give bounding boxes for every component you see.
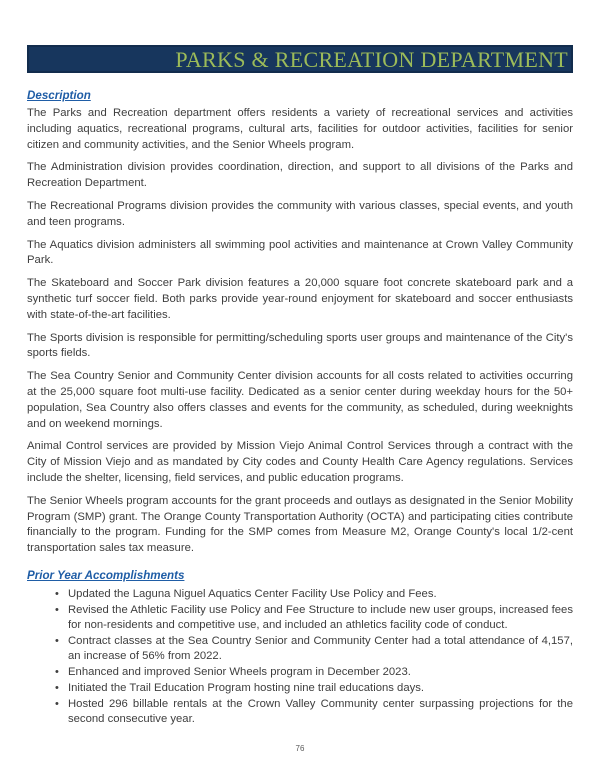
page-number: 76 <box>295 744 305 753</box>
accomplishment-item: • Enhanced and improved Senior Wheels program in December 2023. <box>55 665 573 680</box>
accomplishment-item: • Revised the Athletic Facility use Policy and Fee Structure to include new user groups, increased fees for non-residents and competitive use, and included an athletics facility code of conduct. <box>55 603 573 633</box>
description-paragraph: The Aquatics division administers all swimming pool activities and maintenance at Crown Valley Community Park. <box>27 238 573 267</box>
description-paragraph: The Administration division provides coordination, direction, and support to all divisions of the Parks and Recreation Department. <box>27 161 573 190</box>
accomplishment-item: • Updated the Laguna Niguel Aquatics Center Facility Use Policy and Fees. <box>55 587 573 602</box>
description-heading: Description <box>27 89 91 102</box>
description-paragraph: The Skateboard and Soccer Park division features a 20,000 square foot concrete skateboard park and a synthetic turf soccer field. Both parks provide year-round enjoyment for skateboard and soccer enthusiasts with state-of-the-art facilities. <box>27 277 573 321</box>
accomplishment-item: • Initiated the Trail Education Program hosting nine trail educations days. <box>55 681 573 696</box>
accomplishment-item: • Contract classes at the Sea Country Senior and Community Center had a total attendance of 4,157, an increase of 56% from 2022. <box>55 634 573 664</box>
accomplishments-list <box>27 587 573 727</box>
description-paragraph: The Parks and Recreation department offers residents a variety of recreational services and activities including aquatics, recreational programs, cultural arts, facilities for outdoor activities, facilities for senior citizen and community activities, and the Senior Wheels program. <box>27 107 573 151</box>
description-paragraph: The Sports division is responsible for permitting/scheduling sports user groups and maintenance of the City's sports fields. <box>27 331 573 360</box>
accomplishment-item: • Hosted 296 billable rentals at the Crown Valley Community center surpassing projections for the second consecutive year. <box>55 697 573 727</box>
description-paragraph: The Sea Country Senior and Community Center division accounts for all costs related to activities occurring at the 25,000 square foot multi-use facility. Dedicated as a senior center during weekday hours for the 50+ population, Sea Country also offers classes and events for the community, as scheduled, during weeknights and on weekend mornings. <box>27 370 573 430</box>
department-header-banner <box>27 45 573 73</box>
description-paragraph: The Senior Wheels program accounts for the grant proceeds and outlays as designated in the Senior Mobility Program (SMP) grant. The Orange County Transportation Authority (OCTA) and participating cities contribute financially to the program. Funding for the SMP comes from Measure M2, Orange County's local 1/2-cent transportation sales tax measure. <box>27 494 573 555</box>
accomplishments-heading: Prior Year Accomplishments <box>27 568 185 582</box>
department-title: PARKS & RECREATION DEPARTMENT <box>175 46 568 72</box>
description-paragraph: The Recreational Programs division provides the community with various classes, special events, and youth and teen programs. <box>27 199 573 228</box>
page-content <box>27 89 573 727</box>
description-paragraph: Animal Control services are provided by Mission Viejo Animal Control Services through a contract with the City of Mission Viejo and as mandated by City codes and County Health Care Agency regulations. Services include the shelter, licensing, field services, and public education programs. <box>27 440 573 484</box>
